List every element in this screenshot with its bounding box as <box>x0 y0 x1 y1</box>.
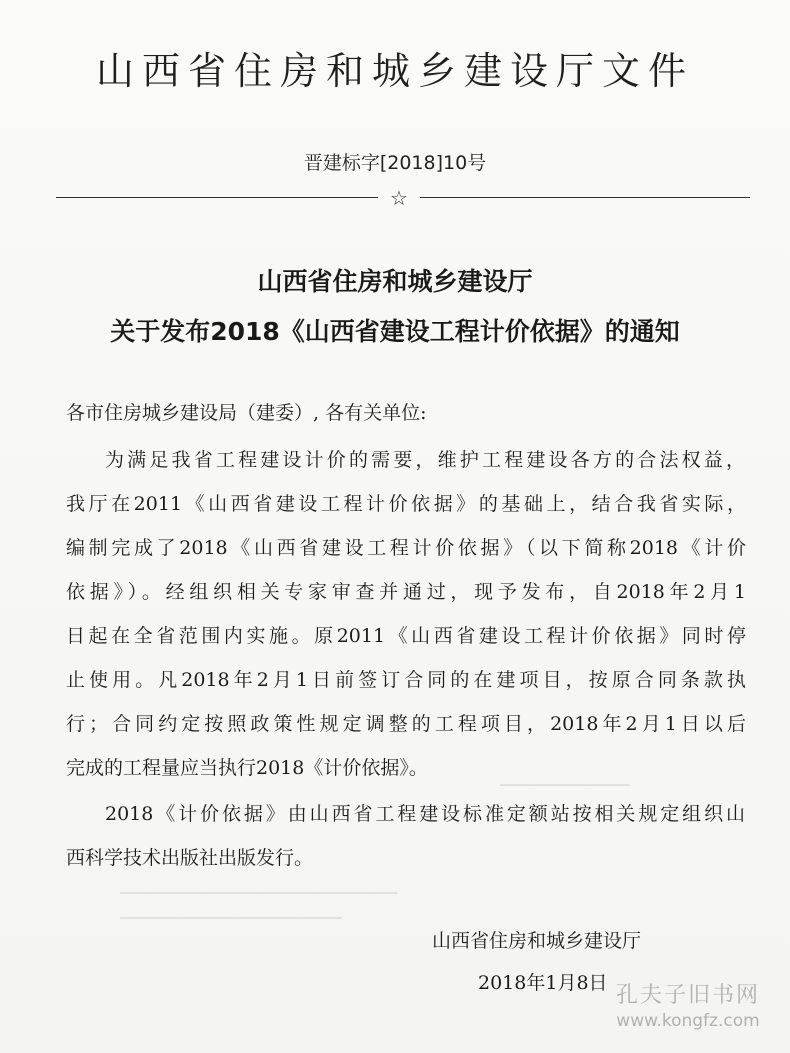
paragraph1-line: 我厅在2011《山西省建设工程计价依据》的基础上，结合我省实际， <box>66 493 746 515</box>
paragraph1-line: 依据》）。经组织相关专家审查并通过，现予发布，自2018年2月1 <box>66 581 746 603</box>
paragraph1-line: 日起在全省范围内实施。原2011《山西省建设工程计价依据》同时停 <box>66 625 746 647</box>
divider-right <box>420 197 750 198</box>
notice-title-line1: 山西省住房和城乡建设厅 <box>257 267 533 296</box>
bleed-through: ▁▁▁▁▁▁▁▁▁▁▁▁▁▁▁▁▁▁▁▁▁▁▁▁ <box>120 905 342 919</box>
watermark-name: 孔夫子旧书网 <box>615 983 760 1008</box>
watermark <box>598 978 778 1031</box>
paragraph1-line: 为满足我省工程建设计价的需要，维护工程建设各方的合法权益， <box>105 449 745 471</box>
bleed-through: ▁▁▁▁▁▁▁▁▁▁▁▁▁▁▁▁▁▁▁▁▁▁▁▁▁▁▁▁▁▁ <box>120 880 397 894</box>
notice-title-line2: 关于发布2018《山西省建设工程计价依据》的通知 <box>110 317 680 346</box>
bleed-through: ▁▁▁▁▁▁▁▁▁▁▁▁▁▁ <box>500 772 630 786</box>
divider-left <box>56 197 378 198</box>
paragraph2-line: 2018《计价依据》由山西省工程建设标准定额站按相关规定组织山 <box>105 803 745 825</box>
document-number: 晋建标字[2018]10号 <box>303 152 487 174</box>
paragraph1-line: 完成的工程量应当执行2018《计价依据》。 <box>66 757 428 779</box>
paragraph2-line: 西科学技术出版社出版发行。 <box>66 847 314 869</box>
signature-date: 2018年1月8日 <box>478 972 608 994</box>
paragraph1-line: 行；合同约定按照政策性规定调整的工程项目，2018年2月1日以后 <box>66 713 746 735</box>
issuer-title: 山西省住房和城乡建设厅文件 <box>95 49 694 93</box>
star-icon: ☆ <box>390 186 408 210</box>
watermark-url: www.kongfz.com <box>616 1011 760 1031</box>
paragraph1-line: 编制完成了2018《山西省建设工程计价依据》（以下简称2018《计价 <box>66 537 746 559</box>
salutation: 各市住房城乡建设局（建委）, 各有关单位: <box>66 402 427 424</box>
signature-issuer: 山西省住房和城乡建设厅 <box>432 930 642 952</box>
paragraph1-line: 止使用。凡2018年2月1日前签订合同的在建项目，按原合同条款执 <box>66 669 746 691</box>
